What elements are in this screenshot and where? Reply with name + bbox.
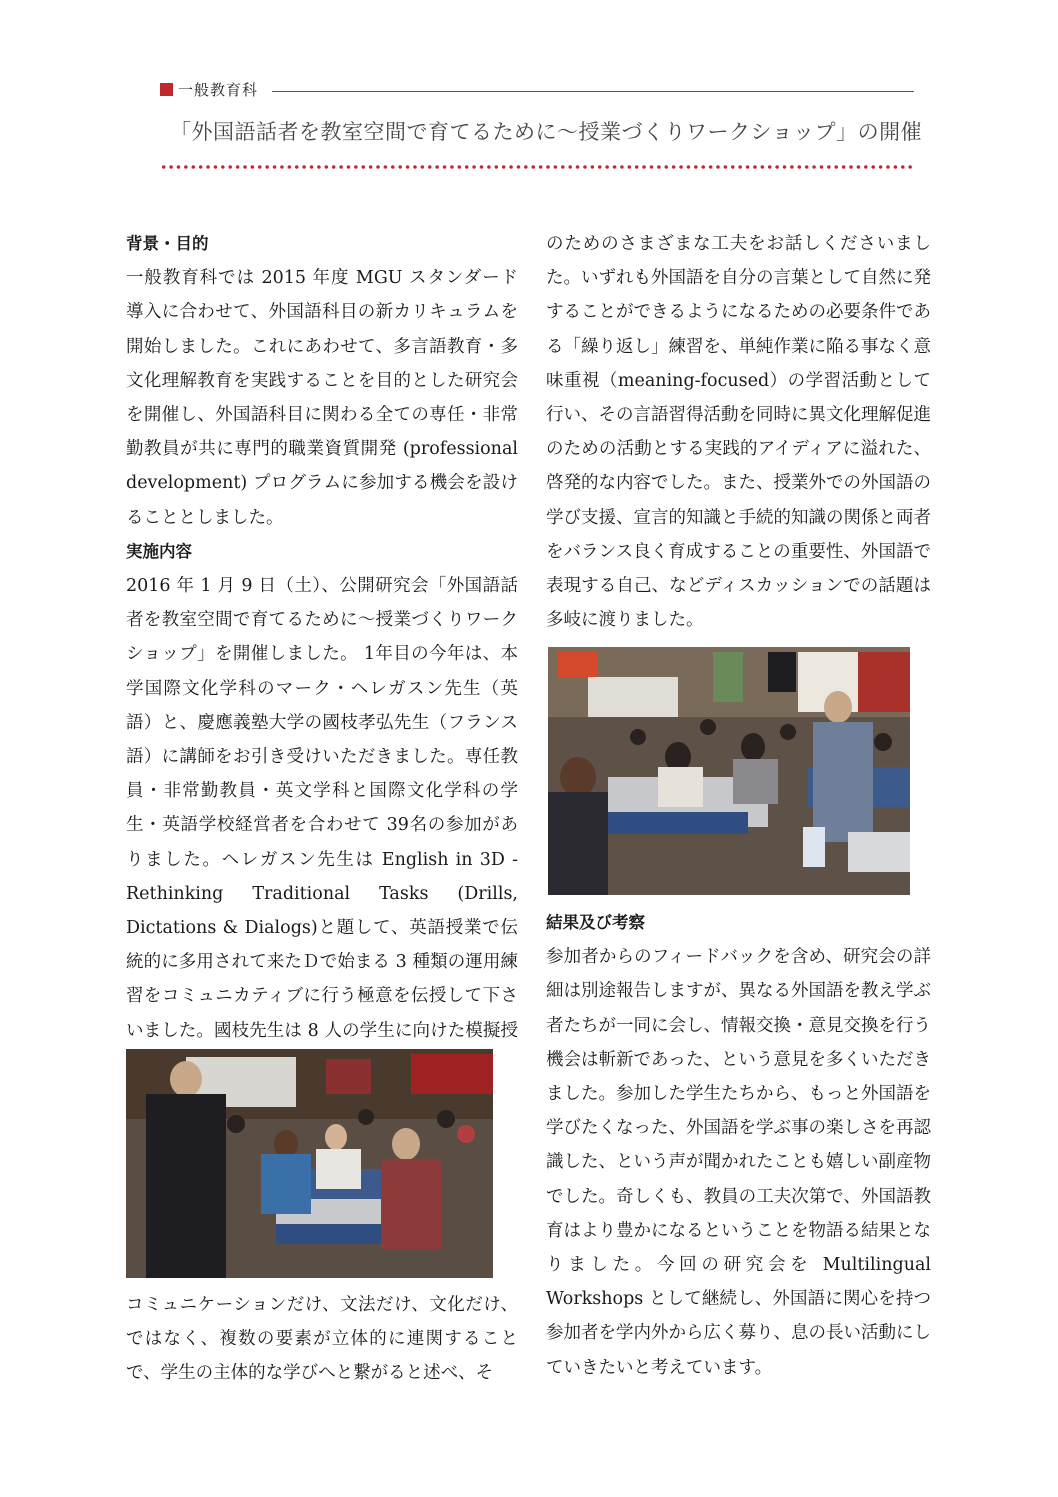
workshop-photo-left-image [126, 1049, 493, 1278]
heading-content: 実施内容 [126, 541, 192, 561]
section-label: 一般教育科 [178, 81, 259, 99]
section-header [160, 80, 914, 102]
workshop-photo-left [126, 1049, 493, 1278]
results-paragraph: 参加者からのフィードバックを含め、研究会の詳細は別途報告しますが、異なる外国語を教え学ぶ者たちが一同に会し、情報交換・意見交換を行う機会は斬新であった、という意見を多くいただきました。参加した学生たちから、もっと外国語を学びたくなった、外国語を学ぶ事の楽しさを再認識した、という声が聞かれたことも嬉しい副産物でした。奇しくも、教員の工夫次第で、外国語教育はより豊かになるということを物語る結果となりました。今回の研究会を Multilingual Workshops として継続し、外国語に関心を持つ参加者を学内外から広く募り、息の長い活動にしていきたいと考えています。 [546, 947, 931, 1378]
workshop-photo-right-image [548, 647, 910, 895]
right-column [546, 227, 931, 637]
header-rule [272, 91, 914, 92]
results-section [546, 906, 931, 1385]
page-title: 「外国語話者を教室空間で育てるために～授業づくりワークショップ」の開催 [170, 120, 923, 144]
section-marker-icon [160, 83, 173, 96]
left-continued-text [126, 1288, 518, 1391]
background-paragraph: 一般教育科では 2015 年度 MGU スタンダード導入に合わせて、外国語科目の新カリキュラムを開始しました。これにあわせて、多言語教育・多文化理解教育を実践することを目的とした研究会を開催し、外国語科目に関わる全ての専任・非常勤教員が共に専門的職業資質開発 (professional development) プログラムに参加する機会を設けることとしました。 [126, 268, 518, 528]
workshop-photo-right [548, 647, 910, 895]
left-column [126, 227, 518, 1082]
heading-results: 結果及び考察 [546, 913, 645, 932]
right-continued-paragraph: のためのさまざまな工夫をお話しくださいました。いずれも外国語を自分の言葉として自然に発することができるようになるための必要条件である「繰り返し」練習を、単純作業に陥る事なく意味重視（meaning-focused）の学習活動として行い、その言語習得活動を同時に異文化理解促進のための活動とする実践的アイディアに溢れた、啓発的な内容でした。また、授業外での外国語の学び支援、宣言的知識と手続的知識の関係と両者をバランス良く育成することの重要性、外国語で表現する自己、などディスカッションでの話題は多岐に渡りました。 [546, 234, 931, 631]
content-paragraph: 2016 年 1 月 9 日（土）、公開研究会「外国語話者を教室空間で育てるために～授業づくりワークショップ」を開催しました。 1年目の今年は、本学国際文化学科のマーク・ヘレガスン先生（英語）と、慶應義塾大学の國枝孝弘先生（フランス語）に講師をお引き受けいただきました。専任教員・非常勤教員・英文学科と国際文化学科の学生・英語学校経営者を合わせて 39名の参加がありました。ヘレガスン先生は English in 3D - Rethinking Traditional Tasks (Drills, Dictations & Dialogs)と題して、英語授業で伝統的に多用されて来たＤで始まる 3 種類の運用練習をコミュニカティブに行う極意を伝授して下さいました。國枝先生は 8 人の学生に向けた模擬授 [126, 576, 518, 1041]
heading-background: 背景・目的 [126, 234, 209, 253]
title-dotted-divider [160, 164, 914, 170]
continued-paragraph: コミュニケーションだけ、文法だけ、文化だけ、ではなく、複数の要素が立体的に連関することで、学生の主体的な学びへと繋がると述べ、そ [126, 1295, 518, 1384]
